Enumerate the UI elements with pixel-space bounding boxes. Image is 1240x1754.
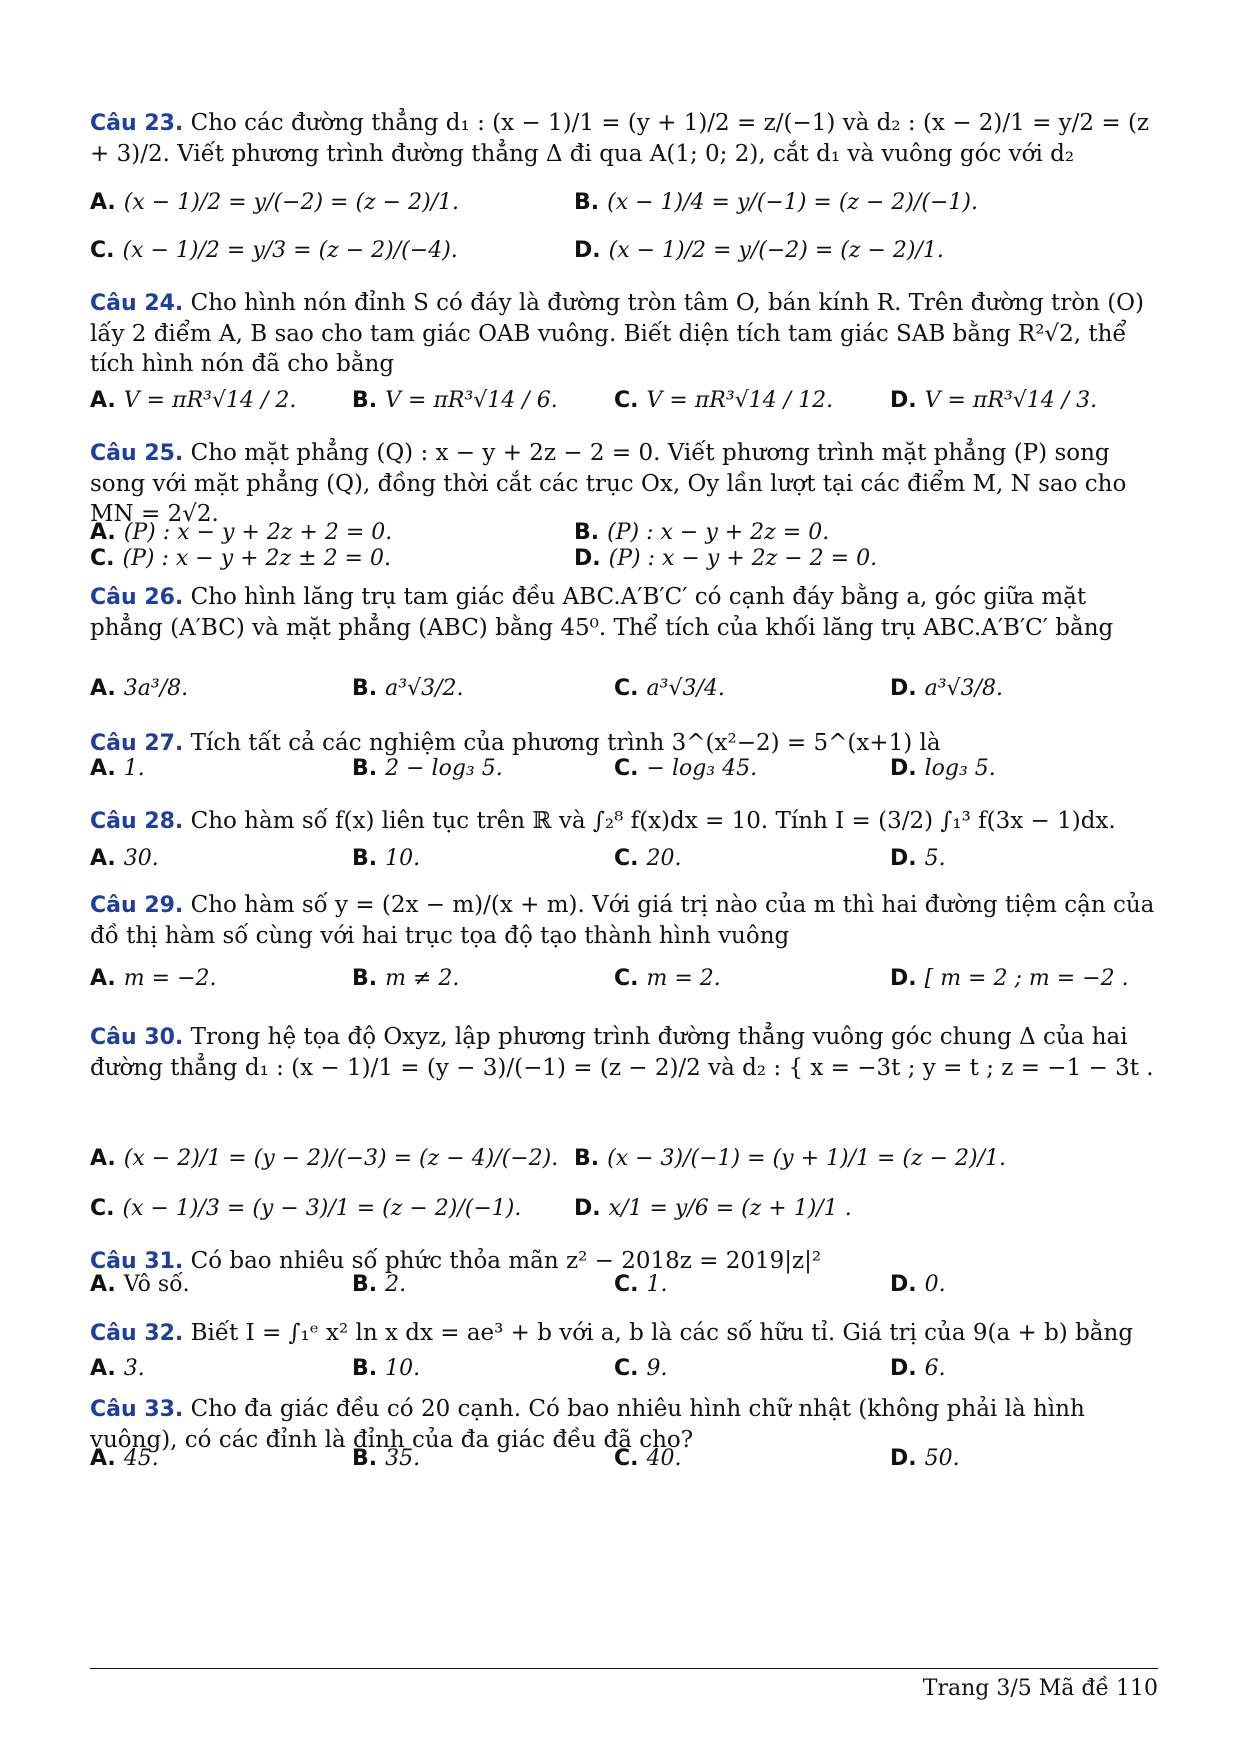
option-c[interactable]: C. 40.	[614, 1446, 682, 1471]
option-a[interactable]: A. 3.	[90, 1356, 145, 1381]
option-c[interactable]: C. (x − 1)/3 = (y − 3)/1 = (z − 2)/(−1).	[90, 1196, 522, 1221]
question-text	[90, 288, 1158, 379]
option-c[interactable]: C. V = πR³√14 / 12.	[614, 388, 834, 413]
question-text	[90, 806, 1158, 837]
option-a[interactable]: A. (x − 2)/1 = (y − 2)/(−3) = (z − 4)/(−2).	[90, 1146, 559, 1171]
option-b[interactable]: B. 35.	[352, 1446, 421, 1471]
question-label: Câu 31.	[90, 1249, 184, 1274]
option-c[interactable]: C. 20.	[614, 846, 682, 871]
question-29	[90, 890, 1158, 951]
option-c[interactable]: C. 9.	[614, 1356, 668, 1381]
question-body: Cho hình nón đỉnh S có đáy là đường tròn tâm O, bán kính R. Trên đường tròn (O) lấy 2 điểm A, B sao cho tam giác OAB vuông. Biết diện tích tam giác SAB bằng R²√2, thể tích hình nón đã cho bằng	[90, 290, 1144, 377]
question-text	[90, 890, 1158, 951]
option-b[interactable]: B. 2 − log₃ 5.	[352, 756, 503, 781]
option-d[interactable]: D. 6.	[890, 1356, 946, 1381]
question-body: Trong hệ tọa độ Oxyz, lập phương trình đường thẳng vuông góc chung Δ của hai đường thẳng d₁ : (x − 1)/1 = (y − 3)/(−1) = (z − 2)/2 và d₂ : { x = −3t ; y = t ; z = −1 − 3t .	[90, 1024, 1154, 1081]
page-footer: Trang 3/5 Mã đề 110	[922, 1676, 1158, 1701]
option-c[interactable]: C. (x − 1)/2 = y/3 = (z − 2)/(−4).	[90, 238, 458, 263]
question-label: Câu 26.	[90, 585, 184, 610]
question-text	[90, 728, 1158, 759]
option-d[interactable]: D. 50.	[890, 1446, 960, 1471]
question-body: Tích tất cả các nghiệm của phương trình 3^(x²−2) = 5^(x+1) là	[190, 730, 941, 756]
option-c[interactable]: C. (P) : x − y + 2z ± 2 = 0.	[90, 546, 391, 571]
option-d[interactable]: D. (P) : x − y + 2z − 2 = 0.	[574, 546, 878, 571]
option-b[interactable]: B. 10.	[352, 846, 421, 871]
option-d[interactable]: D. 5.	[890, 846, 946, 871]
option-d[interactable]: D. 0.	[890, 1272, 946, 1297]
option-a[interactable]: A. (P) : x − y + 2z + 2 = 0.	[90, 520, 393, 545]
question-label: Câu 23.	[90, 111, 184, 136]
option-a[interactable]: A. V = πR³√14 / 2.	[90, 388, 297, 413]
option-b[interactable]: B. m ≠ 2.	[352, 966, 460, 991]
option-b[interactable]: B. 2.	[352, 1272, 407, 1297]
option-d[interactable]: D. log₃ 5.	[890, 756, 996, 781]
option-d[interactable]: D. a³√3/8.	[890, 676, 1003, 701]
option-a[interactable]: A. 3a³/8.	[90, 676, 189, 701]
option-d[interactable]: D. [ m = 2 ; m = −2 .	[890, 966, 1129, 991]
option-d[interactable]: D. V = πR³√14 / 3.	[890, 388, 1098, 413]
question-label: Câu 32.	[90, 1321, 184, 1346]
option-a[interactable]: A. m = −2.	[90, 966, 217, 991]
option-b[interactable]: B. a³√3/2.	[352, 676, 464, 701]
option-a[interactable]: A. 45.	[90, 1446, 159, 1471]
question-text	[90, 108, 1158, 169]
option-d[interactable]: D. (x − 1)/2 = y/(−2) = (z − 2)/1.	[574, 238, 944, 263]
question-body: Có bao nhiêu số phức thỏa mãn z² − 2018z = 2019|z|²	[190, 1248, 822, 1274]
question-32	[90, 1318, 1158, 1349]
question-body: Cho hàm số f(x) liên tục trên ℝ và ∫₂⁸ f(x)dx = 10. Tính I = (3/2) ∫₁³ f(3x − 1)dx.	[190, 808, 1116, 834]
question-text	[90, 1022, 1158, 1083]
question-23	[90, 108, 1158, 169]
question-body: Cho các đường thẳng d₁ : (x − 1)/1 = (y + 1)/2 = z/(−1) và d₂ : (x − 2)/1 = y/2 = (z + 3)/2. Viết phương trình đường thẳng Δ đi qua A(1; 0; 2), cắt d₁ và vuông góc với d₂	[90, 110, 1150, 167]
footer-divider	[90, 1668, 1158, 1669]
question-25	[90, 438, 1158, 529]
question-label: Câu 28.	[90, 809, 184, 834]
question-body: Cho đa giác đều có 20 cạnh. Có bao nhiêu hình chữ nhật (không phải là hình vuông), có các đỉnh là đỉnh của đa giác đều đã cho?	[90, 1396, 1085, 1453]
option-b[interactable]: B. (x − 3)/(−1) = (y + 1)/1 = (z − 2)/1.	[574, 1146, 1006, 1171]
question-text	[90, 582, 1158, 643]
option-b[interactable]: B. (P) : x − y + 2z = 0.	[574, 520, 830, 545]
question-text	[90, 438, 1158, 529]
question-24	[90, 288, 1158, 379]
question-label: Câu 33.	[90, 1397, 184, 1422]
option-b[interactable]: B. 10.	[352, 1356, 421, 1381]
question-body: Cho hình lăng trụ tam giác đều ABC.A′B′C′ có cạnh đáy bằng a, góc giữa mặt phẳng (A′BC) và mặt phẳng (ABC) bằng 45⁰. Thể tích của khối lăng trụ ABC.A′B′C′ bằng	[90, 584, 1114, 641]
question-label: Câu 29.	[90, 893, 184, 918]
question-body: Biết I = ∫₁ᵉ x² ln x dx = ae³ + b với a, b là các số hữu tỉ. Giá trị của 9(a + b) bằng	[190, 1320, 1134, 1346]
option-c[interactable]: C. a³√3/4.	[614, 676, 725, 701]
option-a[interactable]: A. 30.	[90, 846, 159, 871]
option-c[interactable]: C. − log₃ 45.	[614, 756, 758, 781]
option-b[interactable]: B. V = πR³√14 / 6.	[352, 388, 558, 413]
question-27	[90, 728, 1158, 759]
option-c[interactable]: C. m = 2.	[614, 966, 721, 991]
question-label: Câu 25.	[90, 441, 184, 466]
option-a[interactable]: A. Vô số.	[90, 1272, 190, 1297]
question-label: Câu 27.	[90, 731, 184, 756]
option-a[interactable]: A. 1.	[90, 756, 145, 781]
question-26	[90, 582, 1158, 643]
question-label: Câu 30.	[90, 1025, 184, 1050]
option-d[interactable]: D. x/1 = y/6 = (z + 1)/1 .	[574, 1196, 852, 1221]
option-a[interactable]: A. (x − 1)/2 = y/(−2) = (z − 2)/1.	[90, 190, 460, 215]
question-text	[90, 1318, 1158, 1349]
option-c[interactable]: C. 1.	[614, 1272, 668, 1297]
question-label: Câu 24.	[90, 291, 184, 316]
option-b[interactable]: B. (x − 1)/4 = y/(−1) = (z − 2)/(−1).	[574, 190, 978, 215]
question-28	[90, 806, 1158, 837]
question-body: Cho mặt phẳng (Q) : x − y + 2z − 2 = 0. Viết phương trình mặt phẳng (P) song song với mặt phẳng (Q), đồng thời cắt các trục Ox, Oy lần lượt tại các điểm M, N sao cho MN = 2√2.	[90, 440, 1127, 527]
question-body: Cho hàm số y = (2x − m)/(x + m). Với giá trị nào của m thì hai đường tiệm cận của đồ thị hàm số cùng với hai trục tọa độ tạo thành hình vuông	[90, 892, 1155, 949]
question-30	[90, 1022, 1158, 1083]
